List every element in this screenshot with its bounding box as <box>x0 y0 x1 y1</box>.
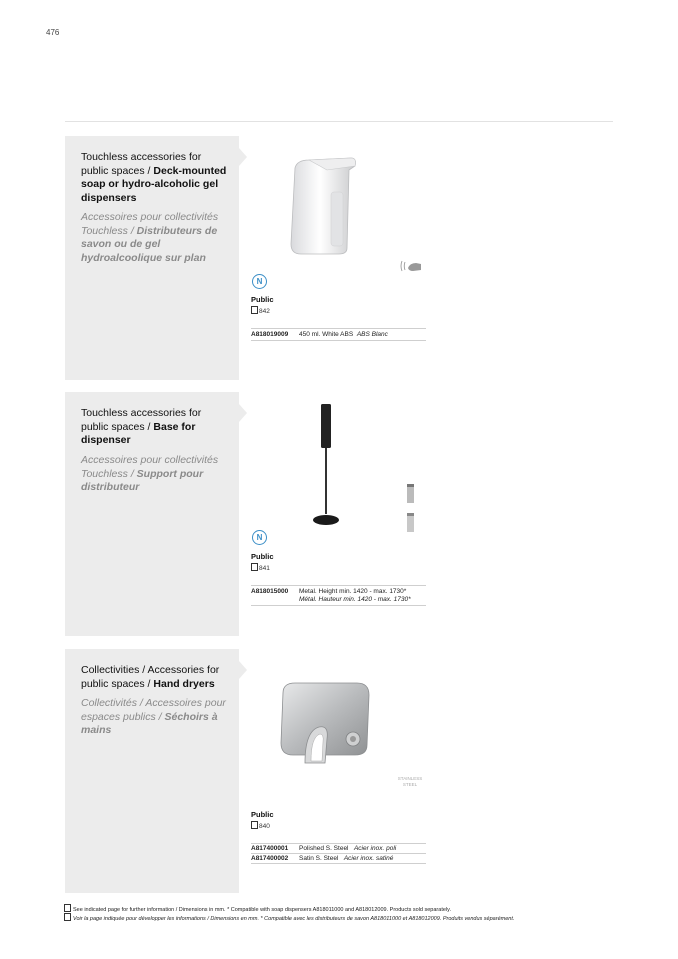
section-soap-dispensers <box>65 136 615 381</box>
title-en: Touchless accessories for public spaces / Deck-mounted soap or hydro-alcoholic gel dispensers <box>81 151 227 204</box>
n-badge: N <box>252 530 267 545</box>
public-label: Public <box>251 552 274 561</box>
touchless-hand-icon <box>396 252 424 280</box>
table-rule <box>251 853 426 854</box>
section-hand-dryers <box>65 649 615 894</box>
stainless-steel-label: STAINLESS STEEL <box>397 776 423 787</box>
top-divider <box>65 121 613 122</box>
product-row: A817400001 Polished S. Steel Acier inox. poli <box>251 845 397 852</box>
public-label: Public <box>251 295 274 304</box>
footnote-en: See indicated page for further information / Dimensions in mm. * Compatible with soap dispensers A818011000 and A818012009. Products sold separately. <box>64 904 451 913</box>
title-en: Touchless accessories for public spaces / Base for dispenser <box>81 407 202 446</box>
page-doc-icon <box>64 904 71 912</box>
base-detail-box <box>396 508 424 536</box>
page-reference: 840 <box>251 821 270 830</box>
table-rule <box>251 605 426 606</box>
table-rule <box>251 340 426 341</box>
page-doc-icon <box>251 821 258 829</box>
product-row: A818015000 Metal. Height min. 1420 - max. 1730* <box>251 588 407 595</box>
touchless-feature-box <box>396 252 424 280</box>
base-detail-box <box>396 479 424 507</box>
public-label: Public <box>251 810 274 819</box>
footnote-fr: Voir la page indiquée pour développer les informations / Dimensions en mm. * Compatible avec les distributeurs de savon A818011000 et A818012009. Produits vendus séparément. <box>64 913 514 922</box>
title-fr: Collectivités / Accessoires pour espaces publics / Séchoirs à mains <box>81 697 226 736</box>
n-badge: N <box>252 274 267 289</box>
page-reference: 841 <box>251 563 270 572</box>
hand-dryer-image <box>277 679 373 769</box>
title-fr: Accessoires pour collectivités Touchless / Distributeurs de savon ou de gel hydroalcoolique sur plan <box>81 211 219 264</box>
page-reference: 842 <box>251 306 270 315</box>
base-detail-icon <box>396 508 424 536</box>
page-number: 476 <box>46 28 60 37</box>
page-doc-icon <box>251 306 258 314</box>
soap-dispenser-image <box>287 156 359 256</box>
page-doc-icon <box>64 913 71 921</box>
category-panel <box>65 392 239 636</box>
table-rule <box>251 843 426 844</box>
title-en: Collectivities / Accessories for public spaces / Hand dryers <box>81 664 220 690</box>
page-doc-icon <box>251 563 258 571</box>
table-rule <box>251 863 426 864</box>
table-rule <box>251 585 426 586</box>
dispenser-base-image <box>312 402 342 530</box>
product-row-fr: Métal. Hauteur min. 1420 - max. 1730* <box>299 596 411 603</box>
product-row: A818019009 450 ml. White ABS ABS Blanc <box>251 331 388 338</box>
stainless-steel-box <box>396 768 424 796</box>
category-panel <box>65 136 239 380</box>
product-row: A817400002 Satin S. Steel Acier inox. satiné <box>251 855 394 862</box>
title-fr: Accessoires pour collectivités Touchless / Support pour distributeur <box>81 454 219 493</box>
category-panel <box>65 649 239 893</box>
table-rule <box>251 328 426 329</box>
section-dispenser-base <box>65 392 615 637</box>
base-detail-icon <box>396 479 424 507</box>
